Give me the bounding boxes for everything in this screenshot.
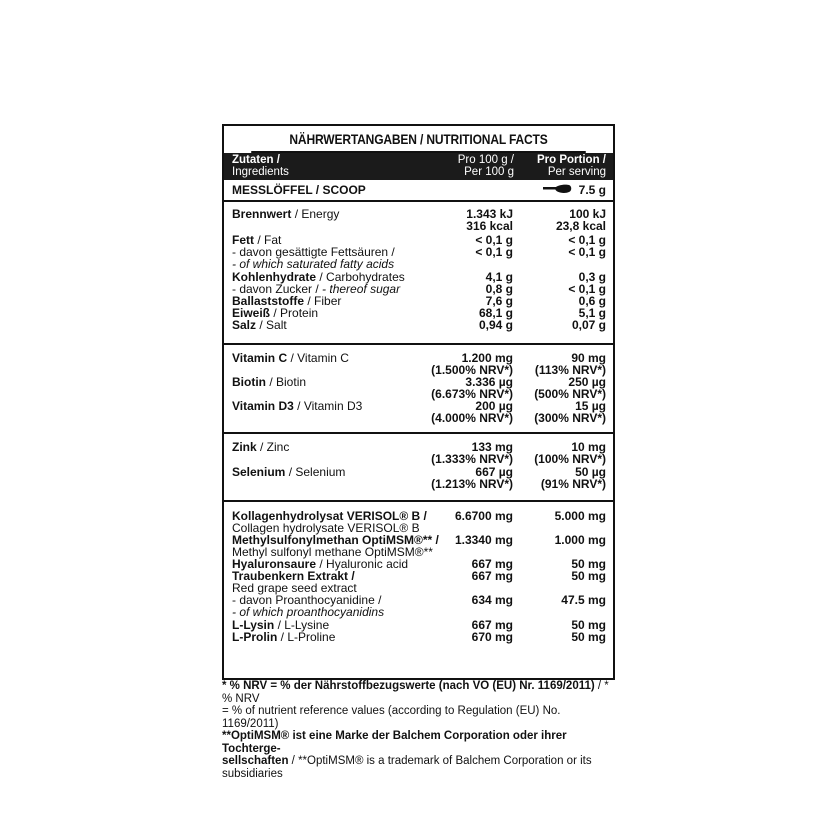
scoop-label: MESSLÖFFEL / SCOOP	[232, 183, 366, 197]
row-biotin: Biotin / Biotin 3.336 µg (6.673% NRV*) 250 µg (500% NRV*)	[232, 375, 606, 401]
row-proanthocyanidins: - davon Proanthocyanidine / - of which proanthocyanidins 634 mg 47.5 mg	[232, 593, 606, 619]
section-other-ingredients	[224, 502, 613, 667]
nutrition-facts-panel	[222, 124, 615, 680]
row-sugar: - davon Zucker / - thereof sugar 0,8 g < 0,1 g	[232, 282, 606, 296]
row-proline: L-Prolin / L-Proline 670 mg 50 mg	[232, 630, 606, 644]
footnote-line-2: = % of nutrient reference values (according to Regulation (EU) No. 1169/2011)	[222, 705, 561, 730]
row-lysine: L-Lysin / L-Lysine 667 mg 50 mg	[232, 618, 606, 632]
section-minerals	[224, 434, 613, 502]
row-collagen: Kollagenhydrolysat VERISOL® B / Collagen hydrolysate VERISOL® B 6.6700 mg 5.000 mg	[232, 509, 606, 535]
row-zinc: Zink / Zinc 133 mg (1.333% NRV*) 10 mg (100% NRV*)	[232, 440, 606, 466]
scoop-icon	[543, 184, 573, 199]
row-energy: Brennwert / Energy 1.343 kJ 316 kcal 100 kJ 23,8 kcal	[232, 207, 606, 233]
row-grape-seed: Traubenkern Extrakt / Red grape seed extract 667 mg 50 mg	[232, 569, 606, 595]
header-ingredients: Zutaten / Ingredients	[232, 154, 289, 178]
row-fiber: Ballaststoffe / Fiber 7,6 g 0,6 g	[232, 294, 606, 308]
row-salt: Salz / Salt 0,94 g 0,07 g	[232, 318, 606, 332]
row-selenium: Selenium / Selenium 667 µg (1.213% NRV*) 50 µg (91% NRV*)	[232, 465, 606, 491]
footnote	[222, 680, 617, 780]
section-vitamins	[224, 345, 613, 434]
header-per-serving: Pro Portion / Per serving	[537, 154, 606, 178]
table-header	[224, 153, 613, 180]
row-msm: Methylsulfonylmethan OptiMSM®** / Methyl sulfonyl methane OptiMSM®** 1.3340 mg 1.000 mg	[232, 533, 606, 559]
footnote-line-4: sellschaften / **OptiMSM® is a trademark of Balchem Corporation or its subsidiaries	[222, 755, 592, 780]
scoop-row	[224, 180, 613, 202]
section-macros	[224, 202, 613, 345]
panel-title: NÄHRWERTANGABEN / NUTRITIONAL FACTS	[251, 126, 586, 153]
scoop-value: 7.5 g	[578, 183, 606, 197]
row-carbohydrates: Kohlenhydrate / Carbohydrates 4,1 g 0,3 g	[232, 270, 606, 284]
row-protein: Eiweiß / Protein 68,1 g 5,1 g	[232, 306, 606, 320]
header-per-100g: Pro 100 g / Per 100 g	[457, 154, 514, 178]
row-fat: Fett / Fat < 0,1 g < 0,1 g	[232, 233, 606, 247]
row-vitamin-c: Vitamin C / Vitamin C 1.200 mg (1.500% NRV*) 90 mg (113% NRV*)	[232, 351, 606, 377]
footnote-line-3: **OptiMSM® ist eine Marke der Balchem Corporation oder ihrer Tochterge-	[222, 730, 567, 755]
footnote-line-1: * % NRV = % der Nährstoffbezugswerte (nach VO (EU) Nr. 1169/2011) / * % NRV	[222, 680, 609, 705]
row-saturated-fat: - davon gesättigte Fettsäuren / - of which saturated fatty acids < 0,1 g < 0,1 g	[232, 245, 606, 271]
row-hyaluronic: Hyaluronsaure / Hyaluronic acid 667 mg 50 mg	[232, 557, 606, 571]
row-vitamin-d3: Vitamin D3 / Vitamin D3 200 µg (4.000% NRV*) 15 µg (300% NRV*)	[232, 399, 606, 425]
